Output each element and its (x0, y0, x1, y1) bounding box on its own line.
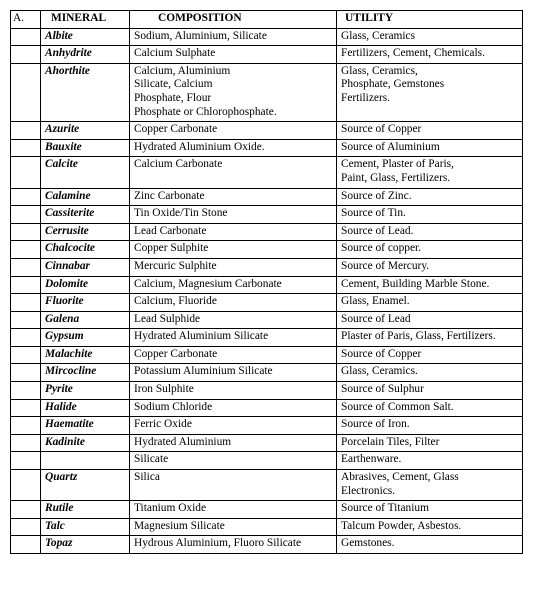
utility-cell (337, 470, 523, 501)
row-index-cell (11, 206, 41, 224)
utility-line: Fertilizers. (341, 91, 391, 104)
table-row (11, 501, 523, 519)
row-index-cell (11, 28, 41, 46)
mineral-name: Quartz (41, 470, 130, 501)
table-row (11, 122, 523, 140)
table-row (11, 139, 523, 157)
table-row (11, 329, 523, 347)
mineral-name (41, 452, 130, 470)
utility-line: Source of copper. (341, 242, 422, 255)
table-row (11, 382, 523, 400)
mineral-name: Talc (41, 518, 130, 536)
header-utility: UTILITY (337, 11, 523, 29)
utility-line: Source of Lead. (341, 224, 414, 237)
row-index-cell (11, 276, 41, 294)
utility-cell (337, 329, 523, 347)
composition-line: Zinc Carbonate (134, 189, 205, 202)
table-row (11, 294, 523, 312)
mineral-name: Cassiterite (41, 206, 130, 224)
utility-cell (337, 223, 523, 241)
composition-cell (130, 452, 337, 470)
composition-cell (130, 206, 337, 224)
utility-line: Cement, Building Marble Stone. (341, 277, 490, 290)
mineral-name: Kadinite (41, 434, 130, 452)
utility-line: Source of Titanium (341, 502, 429, 515)
composition-cell (130, 63, 337, 121)
composition-line: Mercuric Sulphite (134, 259, 217, 272)
utility-line: Source of Iron. (341, 418, 410, 431)
utility-cell (337, 276, 523, 294)
utility-line: Source of Lead (341, 312, 411, 325)
header-mineral: MINERAL (41, 11, 130, 29)
row-index-cell (11, 223, 41, 241)
utility-cell (337, 28, 523, 46)
composition-cell (130, 417, 337, 435)
composition-cell (130, 346, 337, 364)
utility-line: Glass, Ceramics. (341, 365, 418, 378)
table-row (11, 364, 523, 382)
composition-cell (130, 258, 337, 276)
composition-cell (130, 399, 337, 417)
mineral-name: Pyrite (41, 382, 130, 400)
minerals-table (10, 10, 523, 554)
composition-cell (130, 518, 337, 536)
utility-line: Earthenware. (341, 453, 402, 466)
composition-cell (130, 434, 337, 452)
utility-line: Talcum Powder, Asbestos. (341, 519, 462, 532)
composition-line: Silica (134, 471, 160, 484)
utility-cell (337, 518, 523, 536)
composition-cell (130, 536, 337, 554)
utility-cell (337, 346, 523, 364)
row-index-cell (11, 501, 41, 519)
mineral-name: Azurite (41, 122, 130, 140)
utility-line: Source of Common Salt. (341, 400, 454, 413)
utility-line: Phosphate, Gemstones (341, 78, 445, 91)
utility-line: Source of Sulphur (341, 383, 424, 396)
utility-cell (337, 241, 523, 259)
composition-cell (130, 470, 337, 501)
mineral-name: Fluorite (41, 294, 130, 312)
composition-line: Iron Sulphite (134, 383, 194, 396)
composition-line: Hydrated Aluminium (134, 435, 232, 448)
composition-line: Copper Carbonate (134, 123, 218, 136)
utility-line: Source of Copper (341, 123, 422, 136)
mineral-name: Anhydrite (41, 46, 130, 64)
table-row (11, 206, 523, 224)
composition-cell (130, 329, 337, 347)
table-row (11, 311, 523, 329)
mineral-name: Chalcocite (41, 241, 130, 259)
table-row (11, 399, 523, 417)
row-index-cell (11, 434, 41, 452)
index-label: A. (11, 11, 41, 29)
table-row (11, 28, 523, 46)
utility-cell (337, 399, 523, 417)
composition-cell (130, 223, 337, 241)
row-index-cell (11, 470, 41, 501)
row-index-cell (11, 346, 41, 364)
mineral-name: Bauxite (41, 139, 130, 157)
utility-line: Glass, Ceramics, (341, 64, 418, 77)
utility-line: Cement, Plaster of Paris, (341, 158, 454, 171)
utility-line: Source of Mercury. (341, 259, 430, 272)
table-row (11, 470, 523, 501)
utility-line: Gemstones. (341, 537, 395, 550)
mineral-name: Cerrusite (41, 223, 130, 241)
utility-cell (337, 364, 523, 382)
utility-cell (337, 206, 523, 224)
composition-line: Hydrated Aluminium Oxide. (134, 140, 265, 153)
mineral-name: Halide (41, 399, 130, 417)
utility-cell (337, 46, 523, 64)
composition-line: Copper Sulphite (134, 242, 209, 255)
utility-line: Paint, Glass, Fertilizers. (341, 171, 451, 184)
table-row (11, 346, 523, 364)
composition-cell (130, 294, 337, 312)
row-index-cell (11, 518, 41, 536)
table-row (11, 434, 523, 452)
table-row (11, 63, 523, 121)
mineral-name: Albite (41, 28, 130, 46)
composition-cell (130, 157, 337, 188)
composition-line: Hydrated Aluminium Silicate (134, 330, 269, 343)
mineral-name: Cinnabar (41, 258, 130, 276)
utility-line: Glass, Ceramics (341, 29, 416, 42)
composition-cell (130, 46, 337, 64)
utility-line: Porcelain Tiles, Filter (341, 435, 440, 448)
utility-cell (337, 536, 523, 554)
row-index-cell (11, 382, 41, 400)
row-index-cell (11, 188, 41, 206)
composition-line: Lead Sulphide (134, 312, 201, 325)
composition-cell (130, 276, 337, 294)
mineral-name: Topaz (41, 536, 130, 554)
composition-line: Potassium Aluminium Silicate (134, 365, 273, 378)
utility-cell (337, 382, 523, 400)
utility-line: Electronics. (341, 484, 396, 497)
composition-line: Lead Carbonate (134, 224, 207, 237)
composition-line: Tin Oxide/Tin Stone (134, 207, 228, 220)
utility-line: Abrasives, Cement, Glass (341, 471, 459, 484)
utility-line: Source of Tin. (341, 207, 406, 220)
composition-cell (130, 311, 337, 329)
utility-cell (337, 434, 523, 452)
utility-line: Plaster of Paris, Glass, Fertilizers. (341, 330, 496, 343)
mineral-name: Mircocline (41, 364, 130, 382)
utility-line: Fertilizers, Cement, Chemicals. (341, 47, 485, 60)
table-row (11, 518, 523, 536)
composition-line: Calcium, Aluminium (134, 64, 231, 77)
utility-cell (337, 188, 523, 206)
mineral-name: Gypsum (41, 329, 130, 347)
utility-cell (337, 157, 523, 188)
table-row (11, 452, 523, 470)
mineral-name: Rutile (41, 501, 130, 519)
composition-line: Titanium Oxide (134, 502, 207, 515)
composition-line: Magnesium Silicate (134, 519, 225, 532)
composition-line: Calcium, Magnesium Carbonate (134, 277, 282, 290)
row-index-cell (11, 311, 41, 329)
table-row (11, 188, 523, 206)
row-index-cell (11, 417, 41, 435)
composition-line: Silicate (134, 453, 169, 466)
row-index-cell (11, 46, 41, 64)
utility-line: Source of Copper (341, 347, 422, 360)
mineral-name: Ahorthite (41, 63, 130, 121)
composition-cell (130, 139, 337, 157)
row-index-cell (11, 258, 41, 276)
table-row (11, 536, 523, 554)
row-index-cell (11, 452, 41, 470)
row-index-cell (11, 536, 41, 554)
table-row (11, 46, 523, 64)
header-composition: COMPOSITION (130, 11, 337, 29)
row-index-cell (11, 364, 41, 382)
utility-line: Source of Aluminium (341, 140, 440, 153)
row-index-cell (11, 294, 41, 312)
utility-cell (337, 452, 523, 470)
utility-cell (337, 258, 523, 276)
composition-line: Calcium Carbonate (134, 158, 223, 171)
composition-line: Hydrous Aluminium, Fluoro Silicate (134, 537, 302, 550)
utility-line: Source of Zinc. (341, 189, 412, 202)
row-index-cell (11, 399, 41, 417)
composition-cell (130, 501, 337, 519)
utility-cell (337, 417, 523, 435)
mineral-name: Calcite (41, 157, 130, 188)
mineral-name: Calamine (41, 188, 130, 206)
table-row (11, 417, 523, 435)
composition-cell (130, 28, 337, 46)
row-index-cell (11, 122, 41, 140)
mineral-name: Haematite (41, 417, 130, 435)
composition-line: Calcium Sulphate (134, 47, 216, 60)
row-index-cell (11, 241, 41, 259)
composition-line: Phosphate or Chlorophosphate. (134, 105, 277, 118)
table-row (11, 276, 523, 294)
utility-cell (337, 501, 523, 519)
composition-line: Sodium, Aluminium, Silicate (134, 29, 267, 42)
row-index-cell (11, 63, 41, 121)
table-row (11, 258, 523, 276)
header-row (11, 11, 523, 29)
mineral-name: Dolomite (41, 276, 130, 294)
composition-line: Calcium, Fluoride (134, 295, 217, 308)
composition-cell (130, 364, 337, 382)
table-row (11, 157, 523, 188)
composition-cell (130, 122, 337, 140)
row-index-cell (11, 139, 41, 157)
mineral-name: Galena (41, 311, 130, 329)
composition-cell (130, 241, 337, 259)
composition-line: Sodium Chloride (134, 400, 213, 413)
mineral-name: Malachite (41, 346, 130, 364)
composition-line: Phosphate, Flour (134, 91, 212, 104)
utility-line: Glass, Enamel. (341, 295, 410, 308)
table-row (11, 241, 523, 259)
composition-line: Copper Carbonate (134, 347, 218, 360)
composition-line: Ferric Oxide (134, 418, 192, 431)
table-row (11, 223, 523, 241)
composition-line: Silicate, Calcium (134, 78, 213, 91)
utility-cell (337, 311, 523, 329)
row-index-cell (11, 329, 41, 347)
utility-cell (337, 122, 523, 140)
utility-cell (337, 139, 523, 157)
utility-cell (337, 63, 523, 121)
utility-cell (337, 294, 523, 312)
row-index-cell (11, 157, 41, 188)
composition-cell (130, 382, 337, 400)
composition-cell (130, 188, 337, 206)
